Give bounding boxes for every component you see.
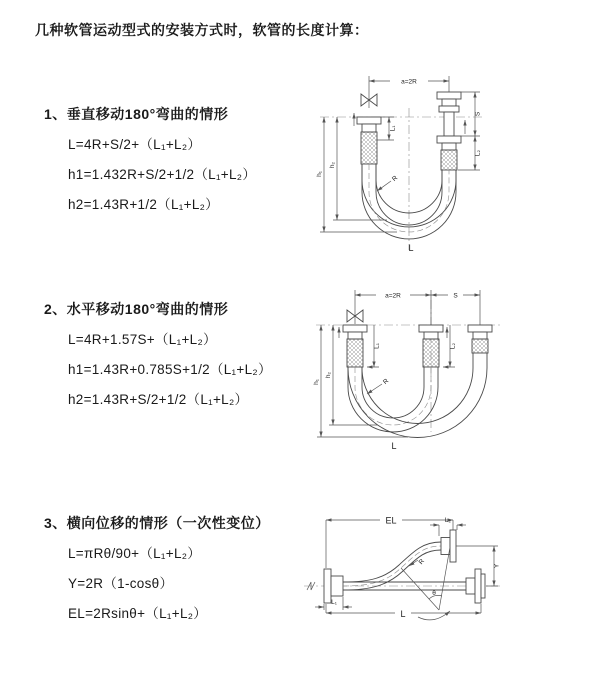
section-2 [44,299,334,415]
length-label: L [408,243,414,253]
dim-label-l1: L₁ [389,125,397,132]
radius-label: R [381,377,391,387]
section-2-heading: 2、水平移动180°弯曲的情形 [44,301,229,317]
left-flange [324,569,343,603]
dim-label-l2: L₂ [444,517,452,524]
diagram-vertical-180-bend [312,68,600,258]
section-3-number: 3、 [44,515,67,531]
dim-label-el: EL [385,515,397,526]
dim-label-l2: L₂ [474,149,482,157]
section-2-number: 2、 [44,301,67,317]
right-pipe-connector [468,325,492,353]
left-pipe-connector [343,325,367,367]
section-3 [44,513,334,629]
formula-line: h1=1.432R+S/2+1/2（L₁+L₂） [68,167,257,182]
dim-label-s: S [453,292,458,300]
angle-label: θ [432,590,436,597]
page-title: 几种软管运动型式的安装方式时，软管的长度计算： [35,22,369,38]
diagram-horizontal-180-bend [308,282,598,457]
dim-label-h1: h₁ [313,379,320,385]
dim-label-s: S [474,111,482,117]
radius-angle-construction [401,547,450,620]
formula-line: h2=1.43R+1/2（L₁+L₂） [68,197,219,212]
length-label: L [391,441,397,451]
formula-line: L=4R+1.57S+（L₁+L₂） [68,332,217,347]
dim-label-h2: h₂ [325,371,332,379]
length-label: L [400,609,406,619]
dim-label-l1: L₁ [331,599,337,606]
dim-label-span: a=2R [385,292,401,300]
dim-label-span: a=2R [401,78,417,86]
formula-line: h1=1.43R+0.785S+1/2（L₁+L₂） [68,362,272,377]
left-pipe-connector [357,117,381,164]
hose-s-curve [343,542,441,590]
dim-label-l2: L₂ [449,342,457,350]
section-1-heading: 1、垂直移动180°弯曲的情形 [44,106,229,122]
dim-label-h2: h₂ [329,161,336,169]
right-flange [466,569,485,603]
dim-label-l1: L₁ [373,343,381,349]
diagram-lateral-displacement [298,500,598,660]
section-1 [44,104,334,220]
section-1-number: 1、 [44,106,67,122]
formula-line: L=4R+S/2+（L₁+L₂） [68,137,202,152]
radius-label: R [417,557,427,567]
dim-label-y: Y [493,563,501,569]
middle-pipe-connector [419,325,443,367]
formula-line: EL=2Rsinθ+（L₁+L₂） [68,606,208,621]
section-3-heading: 3、横向位移的情形（一次性变位） [44,515,270,531]
valve-icon [347,308,363,324]
formula-line: h2=1.43R+S/2+1/2（L₁+L₂） [68,392,249,407]
radius-label: R [390,174,400,184]
formula-line: Y=2R（1-cosθ） [68,576,174,591]
right-pipe-connector [437,92,461,170]
valve-icon [361,92,377,108]
formula-line: L=πRθ/90+（L₁+L₂） [68,546,202,561]
dim-label-h1: h₁ [316,171,323,177]
